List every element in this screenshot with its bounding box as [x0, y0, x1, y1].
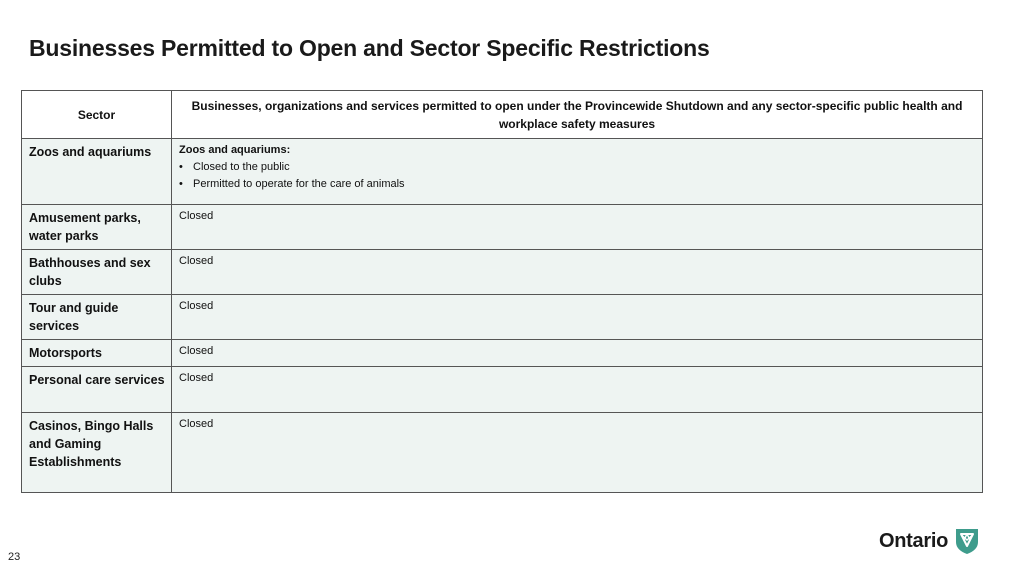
table-row — [22, 205, 983, 250]
rule-cell: Closed — [172, 340, 983, 367]
header-rules: Businesses, organizations and services permitted to open under the Provincewide Shutdown and any sector-specific public health and workplace safety measures — [172, 91, 983, 139]
restrictions-table — [21, 90, 983, 493]
rule-cell: Closed — [172, 295, 983, 340]
table-row — [22, 340, 983, 367]
ontario-logo — [879, 527, 981, 555]
sector-cell: Casinos, Bingo Halls and Gaming Establishments — [22, 413, 172, 493]
table-row — [22, 367, 983, 413]
rule-cell: Closed — [172, 413, 983, 493]
table-row — [22, 295, 983, 340]
header-sector: Sector — [22, 91, 172, 139]
sector-cell: Zoos and aquariums — [22, 139, 172, 205]
table-header-row — [22, 91, 983, 139]
sector-cell: Motorsports — [22, 340, 172, 367]
trillium-icon — [953, 527, 981, 555]
rule-cell — [172, 139, 983, 205]
page-number: 23 — [8, 551, 21, 563]
sector-cell: Personal care services — [22, 367, 172, 413]
rule-bullet: • Permitted to operate for the care of animals — [193, 176, 975, 193]
table-row — [22, 250, 983, 295]
page-title: Businesses Permitted to Open and Sector Specific Restrictions — [29, 35, 710, 61]
sector-cell: Amusement parks, water parks — [22, 205, 172, 250]
sector-cell: Tour and guide services — [22, 295, 172, 340]
rule-bullets — [179, 159, 975, 193]
rule-heading: Zoos and aquariums: — [179, 144, 291, 156]
table-row — [22, 139, 983, 205]
rule-cell: Closed — [172, 205, 983, 250]
rule-bullet: • Closed to the public — [193, 159, 975, 176]
rule-cell: Closed — [172, 250, 983, 295]
table-row — [22, 413, 983, 493]
sector-cell: Bathhouses and sex clubs — [22, 250, 172, 295]
rule-cell: Closed — [172, 367, 983, 413]
logo-text: Ontario — [879, 529, 949, 552]
